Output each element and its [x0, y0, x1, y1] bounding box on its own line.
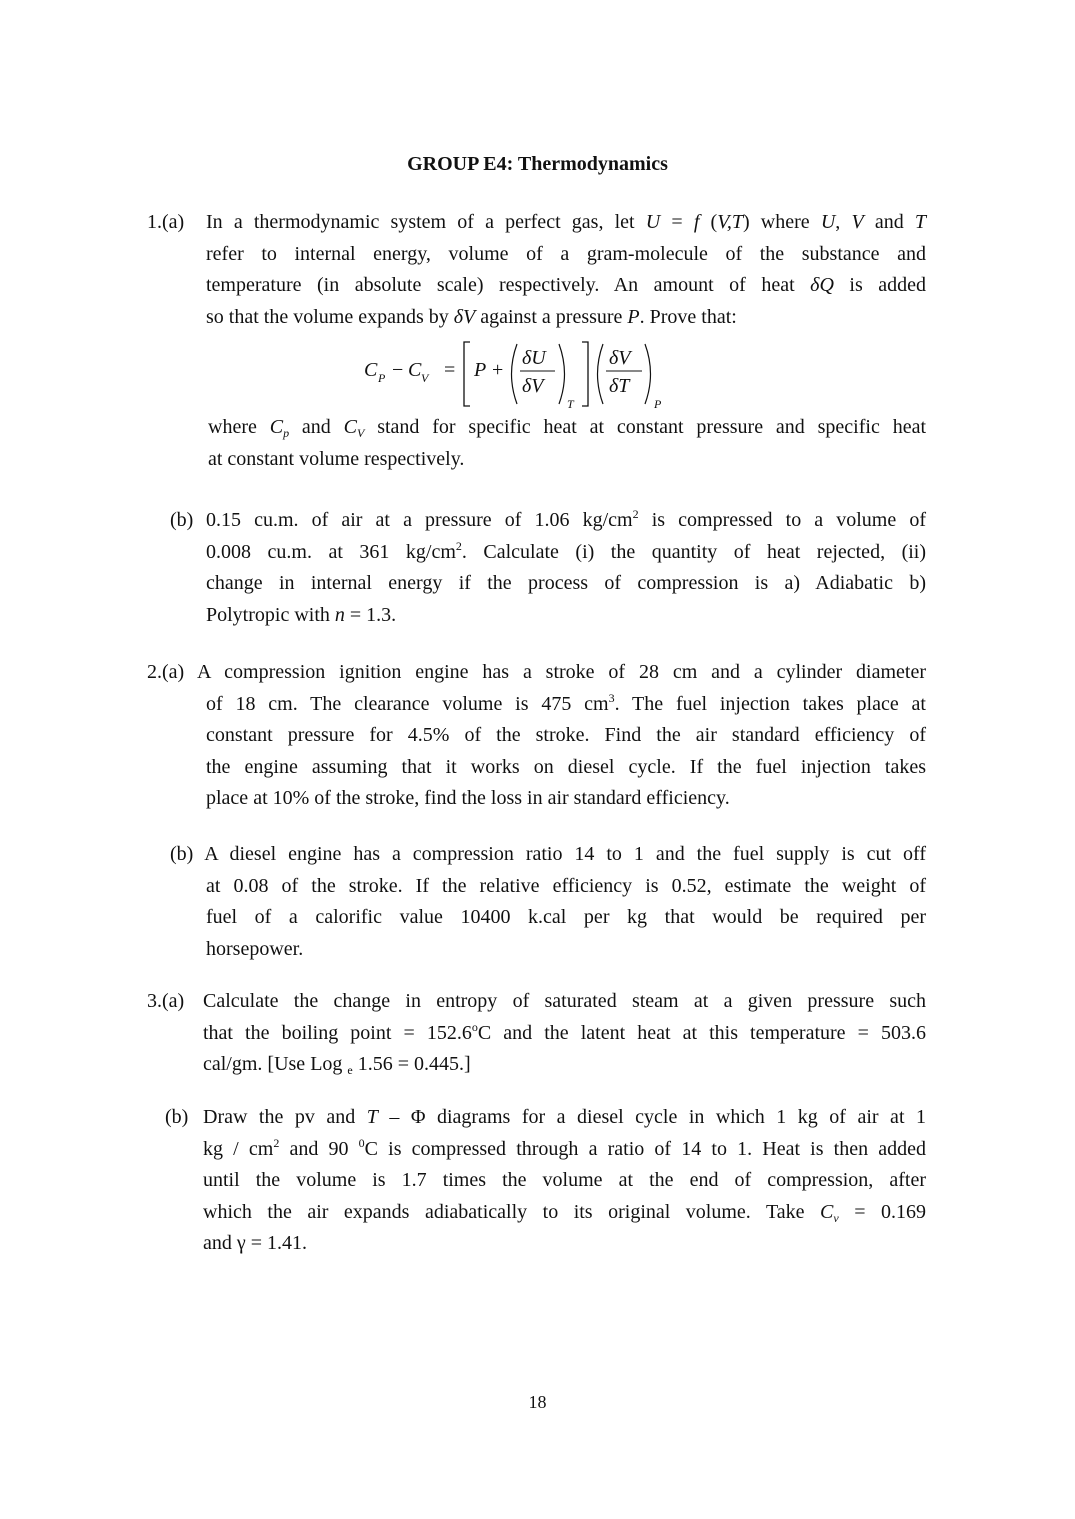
question-label-3b: (b)	[165, 1106, 189, 1128]
question-2a-first-line	[147, 657, 926, 689]
text-line: change in internal energy if the process of compression is a) Adiabatic b)	[206, 572, 926, 594]
left-paren-2	[598, 344, 604, 404]
eq-sub-t: T	[567, 397, 574, 411]
text-line: 0.15 cu.m. of air at a pressure of 1.06 $kg/cm^2$ is compressed to a volume of	[206, 507, 926, 531]
text-line: which the air expands adiabatically to its original volume. Take $C_v = 0.169$	[203, 1200, 926, 1225]
text-line: A diesel engine has a compression ratio 14 to 1 and the fuel supply is cut off	[204, 843, 926, 865]
text-line: Calculate the change in entropy of saturated steam at a given pressure such	[203, 990, 926, 1012]
question-label-3a: 3.(a)	[147, 990, 185, 1012]
text-line: cal/gm. [Use Log $_e$ 1.56 = 0.445.]	[203, 1053, 471, 1077]
eq-minus: −	[392, 359, 404, 381]
question-1b-text	[206, 505, 926, 631]
text-line: A compression ignition engine has a stroke of 28 cm and a cylinder diameter	[196, 661, 926, 683]
eq-cv-sub: V	[421, 371, 429, 385]
question-3a-text	[203, 986, 926, 1081]
question-2a-text	[206, 689, 926, 815]
text-line: In a thermodynamic system of a perfect gas, let U = f (V,T) where U, V and T	[206, 211, 926, 233]
text-line: at constant volume respectively.	[208, 447, 465, 470]
eq-den2: δT	[609, 375, 630, 397]
text-line: constant pressure for 4.5% of the stroke. Find the air standard efficiency of	[206, 724, 926, 746]
text-line: horsepower.	[206, 937, 304, 960]
text-line: at 0.08 of the stroke. If the relative efficiency is 0.52, estimate the weight of	[206, 874, 926, 897]
text-line: of 18 cm. The clearance volume is 475 $cm^3$. The fuel injection takes place at	[206, 690, 926, 715]
text-line: temperature (in absolute scale) respectively. An amount of heat δQ is added	[206, 274, 927, 296]
eq-den1: δV	[522, 375, 544, 397]
eq-plus: +	[492, 359, 504, 381]
right-bracket	[582, 342, 588, 406]
question-label-1a: 1.(a)	[147, 211, 185, 233]
page-number: 18	[528, 1392, 547, 1412]
eq-num1: δU	[522, 347, 546, 369]
equation-cp-minus-cv	[362, 336, 692, 412]
text-line: refer to internal energy, volume of a gram-molecule of the substance and	[206, 242, 926, 265]
text-line: 0.008 cu.m. at 361 $kg/cm^2$. Calculate (i) the quantity of heat rejected, (ii)	[206, 538, 927, 563]
eq-equals: =	[444, 359, 456, 381]
text-line: and γ = 1.41.	[203, 1232, 307, 1254]
left-paren-1	[512, 344, 518, 404]
text-line: where $C_p$ and $C_V$ stand for specific heat at constant pressure and specific heat	[208, 416, 927, 440]
right-paren-2	[645, 344, 651, 404]
question-2b-text	[206, 871, 926, 966]
eq-p: P	[474, 359, 487, 381]
text-line: Draw the pv and T – Φ diagrams for a diesel cycle in which 1 kg of air at 1	[203, 1106, 926, 1128]
text-line: so that the volume expands by δV against a pressure P. Prove that:	[206, 305, 737, 328]
eq-sub-p: P	[654, 397, 662, 411]
eq-cp-sub: P	[378, 371, 386, 385]
text-line: that the boiling point = $152.6^oC$ and the latent heat at this temperature = 503.6	[203, 1019, 926, 1044]
page-title: GROUP E4: Thermodynamics	[407, 153, 668, 175]
text-line: kg / $cm^2$ and 90 $^0$C is compressed through a ratio of 14 to 1. Heat is then added	[203, 1135, 926, 1160]
question-2b-first-line	[170, 839, 926, 871]
question-label-2b: (b)	[170, 843, 194, 865]
eq-cv: C	[408, 359, 422, 381]
left-bracket	[464, 342, 470, 406]
question-1a-after-text	[208, 412, 926, 475]
question-1a-text	[206, 207, 926, 333]
eq-num2: δV	[609, 347, 631, 369]
question-label-1b: (b)	[170, 509, 194, 531]
eq-cp: C	[364, 359, 378, 381]
text-line: until the volume is 1.7 times the volume at the end of compression, after	[203, 1169, 926, 1191]
question-label-2a: 2.(a)	[147, 661, 185, 683]
text-line: Polytropic with n = 1.3.	[206, 603, 397, 626]
text-line: place at 10% of the stroke, find the loss in air standard efficiency.	[206, 787, 730, 809]
text-line: fuel of a calorific value 10400 k.cal per kg that would be required per	[206, 906, 926, 928]
text-line: the engine assuming that it works on diesel cycle. If the fuel injection takes	[206, 755, 926, 778]
right-paren-1	[559, 344, 565, 404]
question-3b-text	[203, 1102, 926, 1260]
